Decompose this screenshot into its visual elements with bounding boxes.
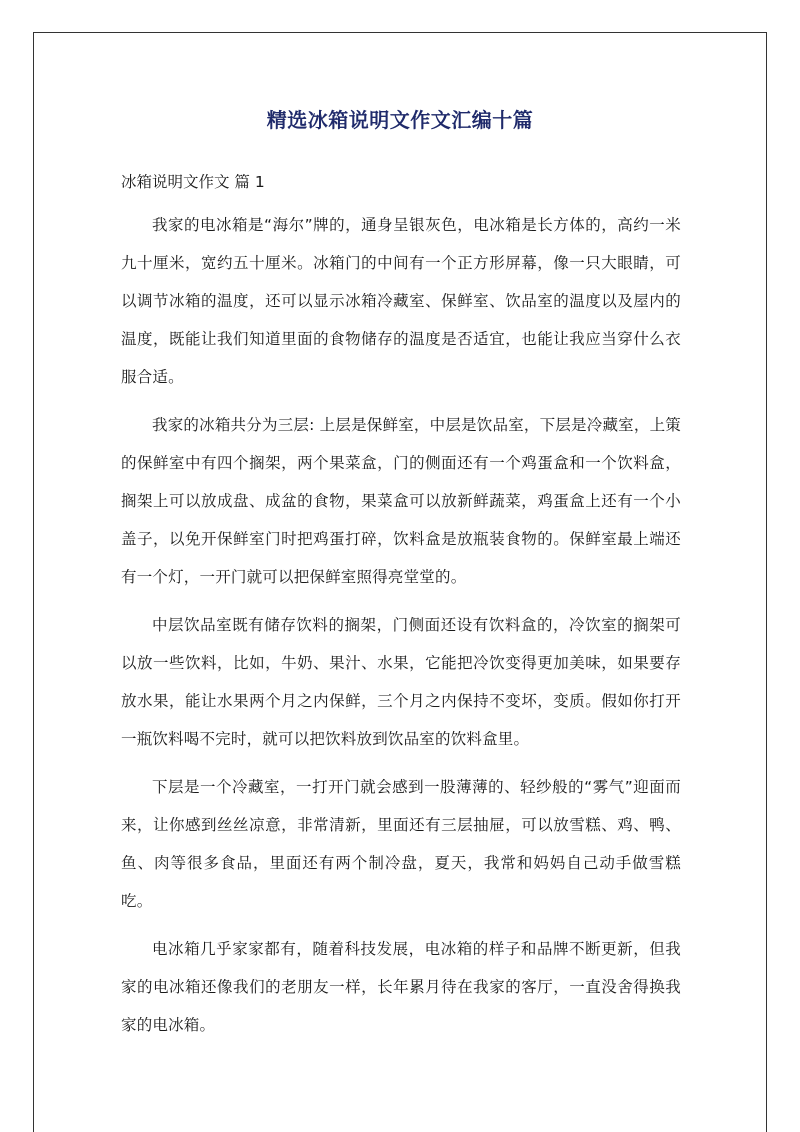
section-heading: 冰箱说明文作文 篇 1 xyxy=(121,173,265,191)
paragraph-appearance: 我家的电冰箱是“海尔”牌的，通身呈银灰色，电冰箱是长方体的，高约一米九十厘米，宽约五十厘米。冰箱门的中间有一个正方形屏幕，像一只大眼睛，可以调节冰箱的温度，还可以显示冰箱冷藏室、保鲜室、饮品室的温度以及屋内的温度，既能让我们知道里面的食物储存的温度是否适宜，也能让我应当穿什么衣服合适。 xyxy=(121,216,681,386)
document-title: 精选冰箱说明文作文汇编十篇 xyxy=(266,108,534,132)
paragraph-layers: 我家的冰箱共分为三层: 上层是保鲜室，中层是饮品室，下层是冷藏室，上策的保鲜室中有四个搁架，两个果菜盒，门的侧面还有一个鸡蛋盒和一个饮料盒，搁架上可以放成盘、成盆的食物，果菜盒可以放新鲜蔬菜，鸡蛋盒上还有一个小盖子，以免开保鲜室门时把鸡蛋打碎，饮料盒是放瓶装食物的。保鲜室最上端还有一个灯，一开门就可以把保鲜室照得亮堂堂的。 xyxy=(121,416,681,586)
document-body xyxy=(121,168,681,1054)
paragraph-freezer: 下层是一个冷藏室，一打开门就会感到一股薄薄的、轻纱般的“雾气”迎面而来，让你感到丝丝凉意，非常清新，里面还有三层抽屉，可以放雪糕、鸡、鸭、鱼、肉等很多食品，里面还有两个制冷盘，夏天，我常和妈妈自己动手做雪糕吃。 xyxy=(121,778,681,910)
paragraph-conclusion: 电冰箱几乎家家都有，随着科技发展，电冰箱的样子和品牌不断更新，但我家的电冰箱还像我们的老朋友一样，长年累月待在我家的客厅，一直没舍得换我家的电冰箱。 xyxy=(121,940,681,1034)
paragraph-drinks-room: 中层饮品室既有储存饮料的搁架，门侧面还设有饮料盒的，冷饮室的搁架可以放一些饮料，比如，牛奶、果汁、水果，它能把冷饮变得更加美味，如果要存放水果，能让水果两个月之内保鲜，三个月之内保持不变坏，变质。假如你打开一瓶饮料喝不完时，就可以把饮料放到饮品室的饮料盒里。 xyxy=(121,616,681,748)
